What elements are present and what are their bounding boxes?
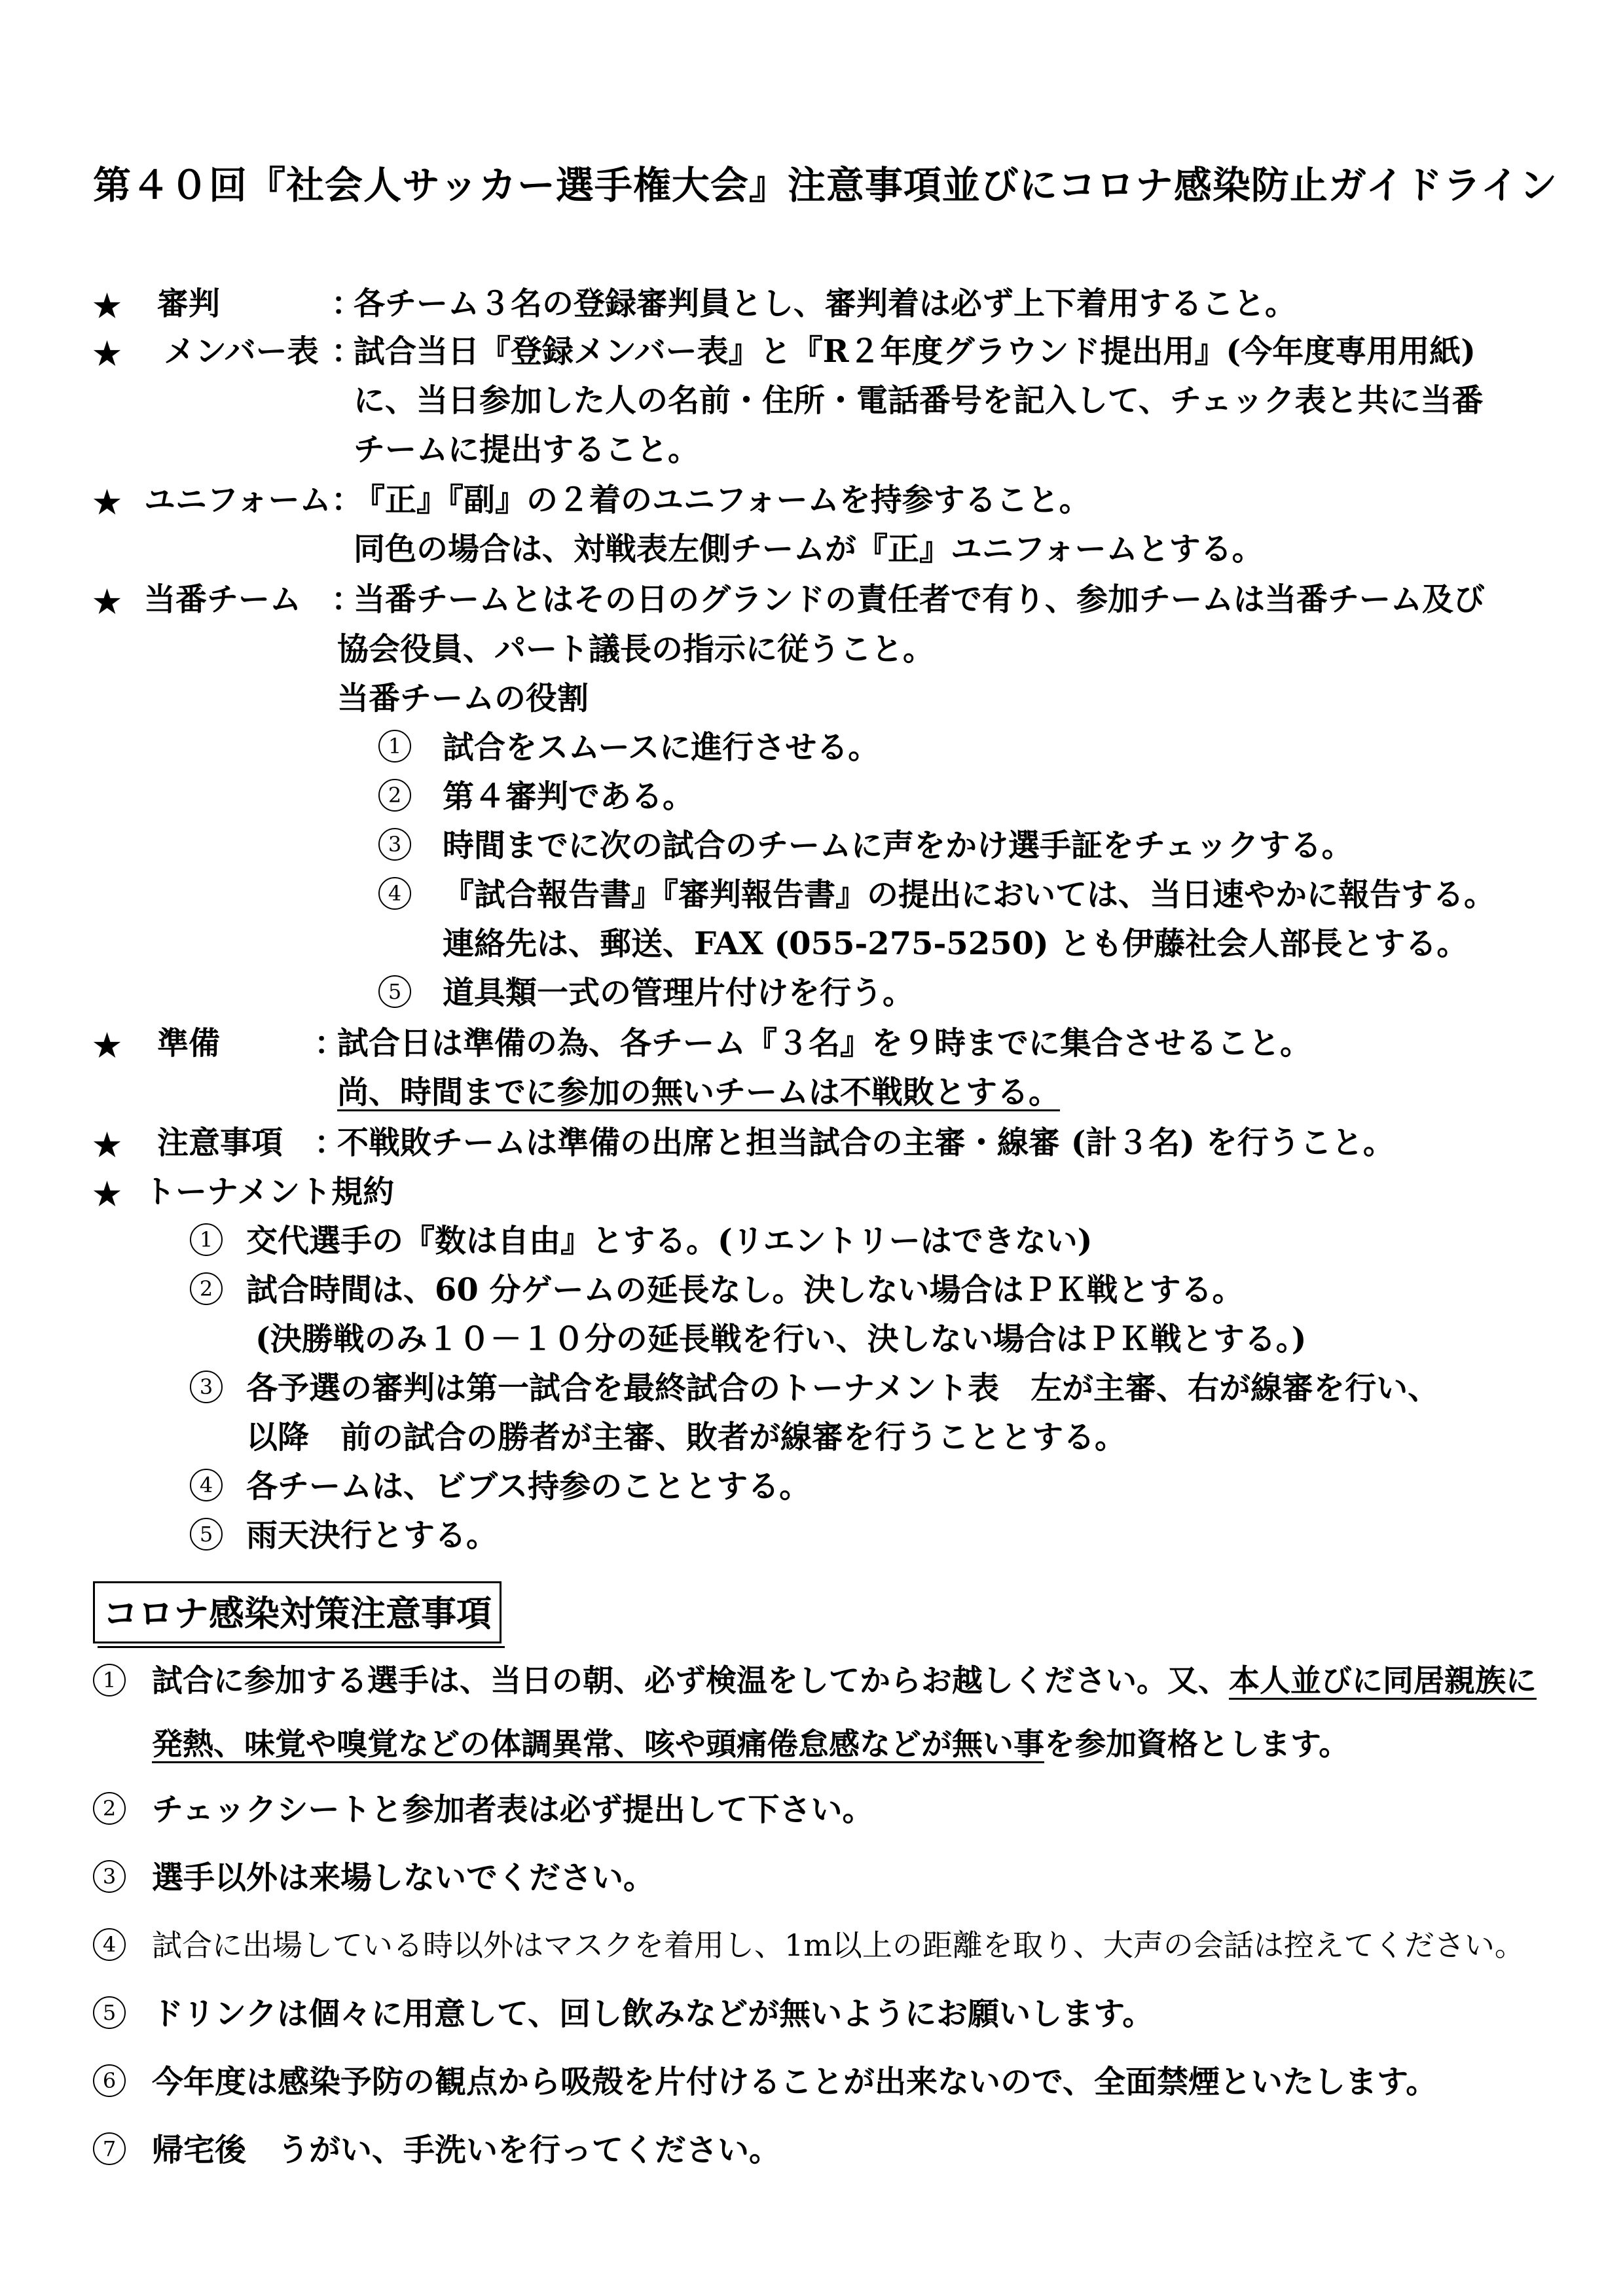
duty-role-item: 時間までに次の試合のチームに声をかけ選手証をチェックする。 (443, 827, 1353, 864)
circled-number: 4 (190, 1467, 223, 1501)
tournament-item: 各予選の審判は第一試合を最終試合のトーナメント表 左が主審、右が線審を行い、 (246, 1370, 1440, 1407)
rule-text-prep: 試合日は準備の為、各チーム『３名』を９時までに集合させること。 (337, 1025, 1312, 1062)
rule-text-uniform: 『正』『副』の２着のユニフォームを持参すること。 (354, 482, 1091, 518)
rule-label-referee: 審判 (157, 285, 221, 322)
tournament-item-cont: 以降 前の試合の勝者が主審、敗者が線審を行うこととする。 (246, 1419, 1127, 1456)
circled-number: 2 (378, 777, 411, 812)
circled-number: 4 (378, 875, 411, 910)
corona-item: 帰宅後 うがい、手洗いを行ってください。 (152, 2132, 781, 2168)
circled-number: 1 (378, 728, 411, 762)
duty-role-item: 試合をスムースに進行させる。 (443, 729, 880, 766)
rule-text-duty: 当番チームとはその日のグランドの責任者で有り、参加チームは当番チーム及び (354, 581, 1486, 618)
corona-item: チェックシートと参加者表は必ず提出して下さい。 (152, 1791, 874, 1828)
circled-number: 7 (93, 2130, 126, 2165)
star-bullet: ★ (93, 336, 122, 372)
circled-number: 1 (93, 1662, 126, 1696)
duty-role-item: 道具類一式の管理片付けを行う。 (443, 975, 915, 1011)
rule-colon: ： (314, 1025, 346, 1062)
rule-label-member: メンバー表 (164, 333, 319, 370)
duty-role-item: 第４審判である。 (443, 778, 695, 815)
corona-item: 試合に出場している時以外はマスクを着用し、1m以上の距離を取り、大声の会話は控えてください。 (152, 1928, 1525, 1963)
rule-text-member: チームに提出すること。 (354, 431, 700, 468)
rule-colon: ： (331, 285, 363, 322)
rule-text-notes: 不戦敗チームは準備の出席と担当試合の主審・線審 (計３名) を行うこと。 (337, 1124, 1395, 1161)
rule-colon: ： (314, 1124, 346, 1161)
circled-number: 6 (93, 2062, 126, 2097)
circled-number: 2 (190, 1270, 223, 1305)
rule-text-referee: 各チーム３名の登録審判員とし、審判着は必ず上下着用すること。 (354, 285, 1297, 322)
star-bullet: ★ (93, 584, 122, 620)
circled-number: 2 (93, 1790, 126, 1825)
rule-colon: ： (331, 333, 363, 370)
tournament-item-cont: (決勝戦のみ１０－１０分の延長戦を行い、決しない場合はＰＫ戦とする。) (255, 1321, 1307, 1357)
star-bullet: ★ (93, 484, 122, 521)
corona-item: 選手以外は来場しないでください。 (152, 1859, 655, 1896)
star-bullet: ★ (93, 288, 122, 325)
circled-number: 5 (190, 1516, 223, 1551)
rule-text-prep-underlined: 尚、時間までに参加の無いチームは不戦敗とする。 (337, 1074, 1061, 1111)
corona-section-heading: コロナ感染対策注意事項 (93, 1581, 501, 1643)
circled-number: 1 (190, 1221, 223, 1256)
circled-number: 5 (93, 1994, 126, 2029)
rule-colon: ： (331, 581, 363, 618)
tournament-item: 各チームは、ビブス持参のこととする。 (246, 1468, 811, 1505)
rule-label-tournament: トーナメント規約 (144, 1174, 395, 1210)
rule-label-prep: 準備 (157, 1025, 221, 1062)
circled-number: 5 (378, 973, 411, 1008)
star-bullet: ★ (93, 1176, 122, 1213)
rule-text-member: 試合当日『登録メンバー表』と『R２年度グラウンド提出用』(今年度専用用紙) (354, 333, 1476, 370)
rule-colon: ： (331, 482, 363, 518)
rule-text-uniform: 同色の場合は、対戦表左側チームが『正』ユニフォームとする。 (354, 531, 1264, 567)
tournament-item: 試合時間は、60 分ゲームの延長なし。決しない場合はＰＫ戦とする。 (246, 1272, 1244, 1308)
duty-roles-heading: 当番チームの役割 (337, 680, 589, 717)
rule-text-member: に、当日参加した人の名前・住所・電話番号を記入して、チェック表と共に当番 (354, 382, 1484, 419)
circled-number: 3 (93, 1858, 126, 1893)
circled-number: 3 (190, 1369, 223, 1403)
rule-label-uniform: ユニフォーム (144, 482, 331, 518)
rule-label-notes: 注意事項 (157, 1124, 283, 1161)
corona-item: ドリンクは個々に用意して、回し飲みなどが無いようにお願いします。 (152, 1996, 1154, 2032)
corona-item: 今年度は感染予防の観点から吸殻を片付けることが出来ないので、全面禁煙といたします。 (152, 2064, 1438, 2100)
star-bullet: ★ (93, 1127, 122, 1164)
circled-number: 4 (93, 1926, 126, 1961)
page-title: 第４０回『社会人サッカー選手権大会』注意事項並びにコロナ感染防止ガイドライン (93, 163, 1558, 207)
circled-number: 3 (378, 826, 411, 861)
star-bullet: ★ (93, 1028, 122, 1064)
tournament-item: 雨天決行とする。 (246, 1517, 498, 1554)
corona-item: 試合に参加する選手は、当日の朝、必ず検温をしてからお越しください。又、本人並びに同居親族に (152, 1663, 1537, 1699)
rule-text-duty: 協会役員、パート議長の指示に従うこと。 (337, 631, 935, 668)
tournament-item: 交代選手の『数は自由』とする。(リエントリーはできない) (246, 1223, 1093, 1259)
duty-role-contact: 連絡先は、郵送、FAX (055-275-5250) とも伊藤社会人部長とする。 (443, 925, 1468, 962)
duty-role-item: 『試合報告書』『審判報告書』の提出においては、当日速やかに報告する。 (443, 876, 1496, 913)
rule-label-duty: 当番チーム (144, 581, 302, 618)
corona-item-cont: 発熱、味覚や嗅覚などの体調異常、咳や頭痛倦怠感などが無い事を参加資格とします。 (152, 1727, 1350, 1763)
